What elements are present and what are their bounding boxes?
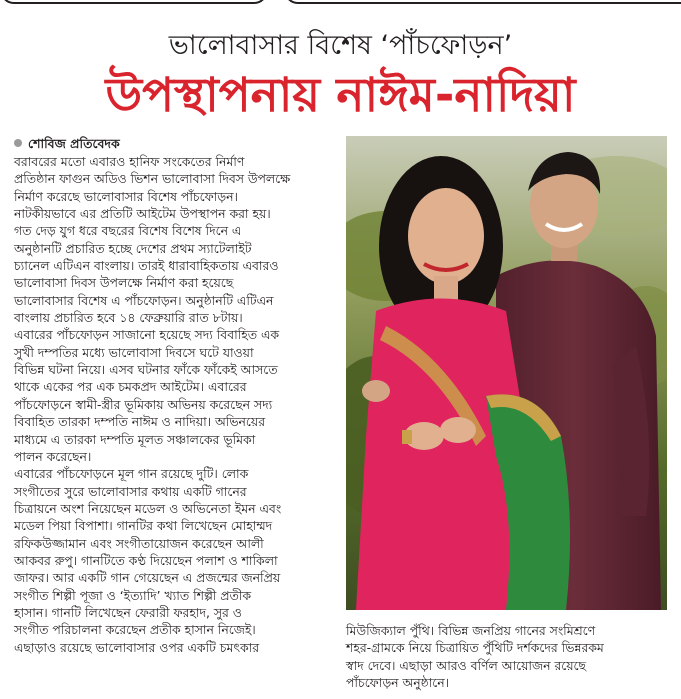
body-line: জাফর। আর একটি গান গেয়েছেন এ প্রজন্মের জনপ্রিয় <box>14 570 281 586</box>
body-line: এছাড়াও রয়েছে ভালোবাসার ওপর একটি চমৎকার <box>14 639 260 655</box>
body-line: ভালোবাসা দিবস উপলক্ষে নির্মাণ করা হয়েছে <box>14 275 234 291</box>
body-line: নাটকীয়ভাবে এর প্রতিটি আইটেম উপস্থাপন করা হয়। <box>14 206 271 222</box>
byline <box>14 135 120 152</box>
caption-line: স্বাদ দেবে। এছাড়া আরও বর্ণিল আয়োজন রয়েছে <box>346 657 587 673</box>
body-line: প্রতিষ্ঠান ফাগুন অডিও ভিশন ভালোবাসা দিবস উপলক্ষে <box>14 171 291 187</box>
body-line: বিবাহিত তারকা দম্পতি নাঈম ও নাদিয়া। অভিনয়ের <box>14 414 266 430</box>
couple-photo <box>346 136 667 610</box>
body-line: রফিকউজ্জামান এবং সংগীতায়োজন করেছেন আলী <box>14 535 264 551</box>
body-line: সংগীত পরিচালনা করেছেন প্রতীক হাসান নিজেই। <box>14 622 256 638</box>
body-line: বিভিন্ন ঘটনা নিয়ে। এসব ঘটনার ফাঁকে ফাঁকেই আসতে <box>14 362 278 378</box>
body-line: সংগীতের সুরে ভালোবাসার কথায় একটি গানের <box>14 483 247 499</box>
body-line: চিত্রায়নে অংশ নিয়েছেন মডেল ও অভিনেতা ইমন এবং <box>14 500 282 516</box>
body-line: পাঁচফোড়নে স্বামী-স্ত্রীর ভূমিকায় অভিনয় করেছেন সদ্য <box>14 396 273 412</box>
caption-line: মিউজিক্যাল পুঁথি। বিভিন্ন জনপ্রিয় গানের সংমিশ্রণে <box>346 623 596 638</box>
body-line: পালন করেছেন। <box>14 448 92 464</box>
body-line: মাধ্যমে এ তারকা দম্পতি মূলত সঞ্চালকের ভূমিকা <box>14 431 256 447</box>
body-line: সুখী দম্পতির মধ্যে ভালোবাসা দিবসে ঘটে যাওয়া <box>14 344 254 360</box>
body-line: সংগীত শিল্পী পূজা ও ‘ইত্যাদি’ খ্যাত শিল্পী প্রতীক <box>14 587 252 603</box>
body-line: ভালোবাসার বিশেষ এ পাঁচফোড়ন। অনুষ্ঠানটি এটিএন <box>14 292 274 308</box>
top-border-left <box>0 0 268 4</box>
headline: উপস্থাপনায় নাঈম-নাদিয়া <box>105 68 576 123</box>
body-line: অনুষ্ঠানটি প্রচারিত হচ্ছে দেশের প্রথম স্যাটেলাইট <box>14 240 252 256</box>
body-line: বরাবরের মতো এবারও হানিফ সংকেতের নির্মাণ <box>14 154 245 169</box>
body-line: হাসান। গানটি লিখেছেন ফেরারী ফরহাদ, সুর ও <box>14 604 242 620</box>
caption-line: পাঁচফোড়ন অনুষ্ঠানে। <box>346 675 450 691</box>
body-line: নির্মাণ করেছে ভালোবাসার বিশেষ পাঁচফোড়ন। <box>14 188 238 204</box>
body-line: আকবর রুপু। গানটিতে কণ্ঠ দিয়েছেন পলাশ ও শাকিলা <box>14 552 278 568</box>
body-line: থাকে একের পর এক চমকপ্রদ আইটেম। এবারের <box>14 379 247 395</box>
body-line: এবারের পাঁচফোড়নে মূল গান রয়েছে দুটি। লোক <box>14 466 249 482</box>
byline-text: শোবিজ প্রতিবেদক <box>28 136 120 151</box>
article-body <box>14 153 332 656</box>
body-line: এবারের পাঁচফোড়ন সাজানো হয়েছে সদ্য বিবাহিত এক <box>14 327 280 343</box>
body-line: মডেল পিয়া বিপাশা। গানটির কথা লিখেছেন মোহাম্মদ <box>14 518 273 534</box>
bullet-icon <box>14 139 22 147</box>
body-line: গত দেড় যুগ ধরে বছরের বিশেষ বিশেষ দিনে এ <box>14 223 242 239</box>
couple-photo-illustration <box>346 136 667 610</box>
caption-line: শহর-গ্রামকে নিয়ে চিত্রায়িত পুঁথিটি দর্শকদের ভিন্নরকম <box>346 640 604 656</box>
body-line: বাংলায় প্রচারিত হবে ১৪ ফেব্রুয়ারি রাত ৮টায়। <box>14 310 243 326</box>
body-line: চ্যানেল এটিএন বাংলায়। তারই ধারাবাহিকতায় এবারও <box>14 258 279 274</box>
top-border-right <box>284 0 681 4</box>
kicker-heading: ভালোবাসার বিশেষ ‘পাঁচফোড়ন’ <box>168 30 513 61</box>
photo-caption-continuation <box>346 622 667 691</box>
